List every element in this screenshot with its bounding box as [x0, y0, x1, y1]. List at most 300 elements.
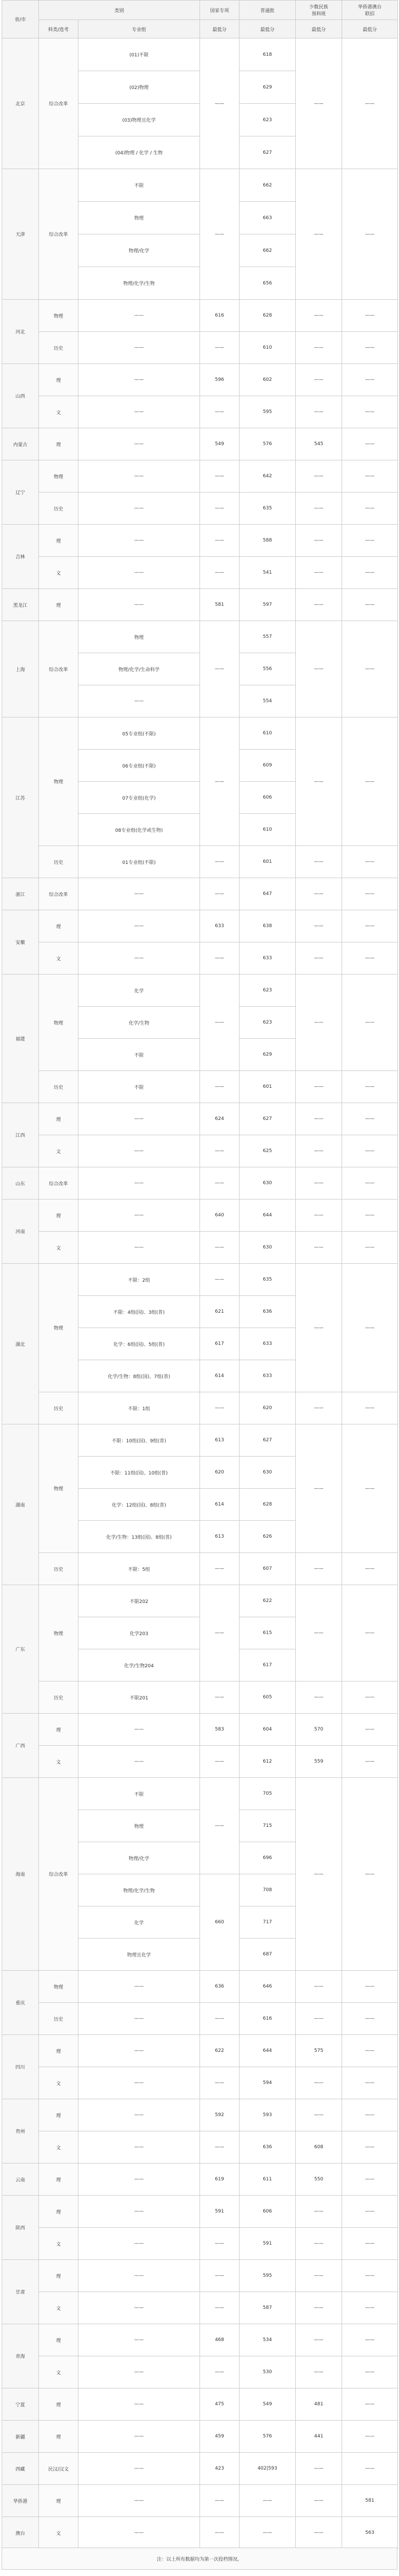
national-cell: ——	[200, 2517, 240, 2549]
regular-cell: 662	[240, 169, 296, 202]
table-row	[2, 493, 398, 525]
table-row	[2, 878, 398, 910]
minority-cell: ——	[296, 2324, 342, 2356]
national-cell: 423	[200, 2453, 240, 2485]
track-cell: 历史	[39, 332, 78, 364]
table-row	[2, 1585, 398, 1617]
group-cell: ——	[78, 2356, 200, 2388]
group-cell: ——	[78, 332, 200, 364]
table-row	[2, 589, 398, 621]
national-cell: ——	[200, 1264, 240, 1296]
province-cell: 内蒙古	[2, 428, 39, 460]
hmt-cell: ——	[342, 169, 398, 300]
group-cell: 不限：5组	[78, 1553, 200, 1585]
province-cell: 青海	[2, 2324, 39, 2388]
table-row	[2, 38, 398, 71]
national-cell: ——	[200, 493, 240, 525]
group-cell: ——	[78, 589, 200, 621]
table-row	[2, 1167, 398, 1199]
hmt-cell: ——	[342, 1746, 398, 1778]
hmt-cell: ——	[342, 2228, 398, 2260]
group-cell: 化学203	[78, 1617, 200, 1649]
province-cell: 西藏	[2, 2453, 39, 2485]
regular-cell: 556	[240, 653, 296, 685]
table-header	[2, 1, 398, 38]
national-cell: 640	[200, 1199, 240, 1232]
regular-cell: 534	[240, 2324, 296, 2356]
group-cell: 物理	[78, 1810, 200, 1842]
hmt-cell: 581	[342, 2485, 398, 2517]
regular-cell: 628	[240, 300, 296, 332]
group-cell: ——	[78, 2196, 200, 2228]
table-row	[2, 460, 398, 493]
group-cell: 物理	[78, 621, 200, 653]
group-cell: ——	[78, 1971, 200, 2003]
regular-cell: 627	[240, 1424, 296, 1457]
track-cell: 理	[39, 2260, 78, 2292]
minority-cell: 570	[296, 1714, 342, 1746]
group-cell: 物理/化学/生物	[78, 267, 200, 300]
group-cell: 06专业组(不限)	[78, 750, 200, 782]
national-cell: 591	[200, 2196, 240, 2228]
national-cell: ——	[200, 942, 240, 975]
minority-cell: ——	[296, 1071, 342, 1103]
province-cell: 湖南	[2, 1424, 39, 1585]
regular-cell: 642	[240, 460, 296, 493]
track-cell: 理	[39, 589, 78, 621]
hmt-cell: ——	[342, 1167, 398, 1199]
national-cell: 620	[200, 1457, 240, 1489]
group-cell: 化学/生物：13组(国)、8组(普)	[78, 1521, 200, 1553]
national-cell: ——	[200, 460, 240, 493]
regular-cell: 638	[240, 910, 296, 942]
header-min-score: 最低分	[342, 20, 398, 38]
minority-cell: ——	[296, 2453, 342, 2485]
minority-cell: ——	[296, 2260, 342, 2292]
hmt-cell: ——	[342, 1135, 398, 1167]
regular-cell: 687	[240, 1939, 296, 1971]
regular-cell: 591	[240, 2228, 296, 2260]
minority-cell: ——	[296, 364, 342, 396]
province-cell: 甘肃	[2, 2260, 39, 2324]
group-cell: ——	[78, 493, 200, 525]
group-cell: (01)不限	[78, 38, 200, 71]
hmt-cell: ——	[342, 1553, 398, 1585]
national-cell: 660	[200, 1874, 240, 1971]
track-cell: 综合改革	[39, 1167, 78, 1199]
hmt-cell: ——	[342, 2035, 398, 2067]
group-cell: ——	[78, 2453, 200, 2485]
hmt-cell: ——	[342, 1778, 398, 1971]
regular-cell: 601	[240, 846, 296, 878]
track-cell: 文	[39, 2131, 78, 2164]
minority-cell: ——	[296, 846, 342, 878]
group-cell: ——	[78, 942, 200, 975]
regular-cell: 601	[240, 1071, 296, 1103]
table-row	[2, 2003, 398, 2035]
track-cell: 物理	[39, 460, 78, 493]
regular-cell: 615	[240, 1617, 296, 1649]
national-cell: 633	[200, 910, 240, 942]
table-row	[2, 1071, 398, 1103]
minority-cell: ——	[296, 1682, 342, 1714]
regular-cell: 625	[240, 1135, 296, 1167]
group-cell: ——	[78, 2388, 200, 2421]
hmt-cell: ——	[342, 717, 398, 846]
table-row	[2, 2131, 398, 2164]
national-cell: ——	[200, 169, 240, 300]
group-cell: ——	[78, 2485, 200, 2517]
group-cell: ——	[78, 2324, 200, 2356]
group-cell: 不限201	[78, 1682, 200, 1714]
province-cell: 华侨港	[2, 2485, 39, 2517]
header-minority: 少数民族 预科班	[296, 1, 342, 20]
province-cell: 广西	[2, 1714, 39, 1778]
header-track: 科类/选考	[39, 20, 78, 38]
group-cell: ——	[78, 2421, 200, 2453]
minority-cell: ——	[296, 332, 342, 364]
group-cell: 化学：6组(国)、5组(普)	[78, 1328, 200, 1360]
header-category: 类别	[39, 1, 200, 20]
group-cell: 01专业组(不限)	[78, 846, 200, 878]
regular-cell: 402|593	[240, 2453, 296, 2485]
hmt-cell: ——	[342, 1232, 398, 1264]
hmt-cell: ——	[342, 2292, 398, 2324]
regular-cell: 633	[240, 1360, 296, 1392]
minority-cell: ——	[296, 2099, 342, 2131]
regular-cell: 617	[240, 1649, 296, 1682]
group-cell: ——	[78, 2292, 200, 2324]
province-cell: 江西	[2, 1103, 39, 1167]
table-row	[2, 975, 398, 1007]
regular-cell: 602	[240, 364, 296, 396]
minority-cell: ——	[296, 1553, 342, 1585]
minority-cell: ——	[296, 169, 342, 300]
group-cell: 物理	[78, 202, 200, 234]
group-cell: 07专业组(化学)	[78, 782, 200, 814]
regular-cell: ——	[240, 2485, 296, 2517]
minority-cell: ——	[296, 2356, 342, 2388]
table-row	[2, 300, 398, 332]
group-cell: (02)物理	[78, 71, 200, 104]
group-cell: 不限	[78, 1071, 200, 1103]
national-cell: ——	[200, 2067, 240, 2099]
province-cell: 新疆	[2, 2421, 39, 2453]
regular-cell: 663	[240, 202, 296, 234]
hmt-cell: ——	[342, 2131, 398, 2164]
national-cell: ——	[200, 1071, 240, 1103]
regular-cell: 588	[240, 525, 296, 557]
regular-cell: 629	[240, 1039, 296, 1071]
group-cell: (03)物理且化学	[78, 104, 200, 136]
minority-cell: ——	[296, 493, 342, 525]
regular-cell: 594	[240, 2067, 296, 2099]
track-cell: 理	[39, 2099, 78, 2131]
group-cell: 05专业组(不限)	[78, 717, 200, 750]
hmt-cell: 563	[342, 2517, 398, 2549]
table-row	[2, 396, 398, 428]
regular-cell: 549	[240, 2388, 296, 2421]
group-cell: ——	[78, 1167, 200, 1199]
track-cell: 历史	[39, 846, 78, 878]
track-cell: 理	[39, 2485, 78, 2517]
group-cell: 物理且化学	[78, 1939, 200, 1971]
track-cell: 文	[39, 1232, 78, 1264]
track-cell: 综合改革	[39, 878, 78, 910]
header-hmt: 华侨港澳台 联招	[342, 1, 398, 20]
minority-cell: ——	[296, 2003, 342, 2035]
track-cell: 历史	[39, 493, 78, 525]
minority-cell: ——	[296, 1778, 342, 1971]
track-cell: 历史	[39, 2003, 78, 2035]
national-cell: 614	[200, 1360, 240, 1392]
regular-cell: 610	[240, 814, 296, 846]
hmt-cell: ——	[342, 621, 398, 717]
minority-cell: ——	[296, 878, 342, 910]
group-cell: ——	[78, 1714, 200, 1746]
national-cell: 468	[200, 2324, 240, 2356]
national-cell: 624	[200, 1103, 240, 1135]
group-cell: ——	[78, 300, 200, 332]
group-cell: 08专业组(化学或生物)	[78, 814, 200, 846]
national-cell: ——	[200, 396, 240, 428]
hmt-cell: ——	[342, 1103, 398, 1135]
regular-cell: 708	[240, 1874, 296, 1906]
minority-cell: ——	[296, 1392, 342, 1424]
group-cell: ——	[78, 557, 200, 589]
hmt-cell: ——	[342, 2388, 398, 2421]
minority-cell: ——	[296, 1135, 342, 1167]
national-cell: ——	[200, 2003, 240, 2035]
national-cell: ——	[200, 1553, 240, 1585]
track-cell: 物理	[39, 1971, 78, 2003]
group-cell: 化学/生物	[78, 1007, 200, 1039]
track-cell: 物理	[39, 717, 78, 846]
minority-cell: ——	[296, 525, 342, 557]
table-row	[2, 2517, 398, 2549]
minority-cell: ——	[296, 1264, 342, 1392]
minority-cell: 550	[296, 2164, 342, 2196]
province-cell: 山东	[2, 1167, 39, 1199]
group-cell: ——	[78, 685, 200, 717]
track-cell: 理	[39, 2421, 78, 2453]
regular-cell: 557	[240, 621, 296, 653]
track-cell: 理	[39, 364, 78, 396]
track-cell: 文	[39, 2517, 78, 2549]
hmt-cell: ——	[342, 878, 398, 910]
national-cell: ——	[200, 38, 240, 169]
minority-cell: ——	[296, 2517, 342, 2549]
national-cell: ——	[200, 1682, 240, 1714]
header-national: 国家专项	[200, 1, 240, 20]
track-cell: 文	[39, 1746, 78, 1778]
national-cell: ——	[200, 1232, 240, 1264]
regular-cell: 635	[240, 493, 296, 525]
minority-cell: 608	[296, 2131, 342, 2164]
national-cell: 581	[200, 589, 240, 621]
group-cell: 物理/化学/生物	[78, 1874, 200, 1906]
regular-cell: 630	[240, 1167, 296, 1199]
regular-cell: 628	[240, 1489, 296, 1521]
regular-cell: 618	[240, 38, 296, 71]
national-cell: 619	[200, 2164, 240, 2196]
track-cell: 理	[39, 1103, 78, 1135]
group-cell: ——	[78, 2131, 200, 2164]
national-cell: 614	[200, 1489, 240, 1521]
table-row	[2, 525, 398, 557]
province-cell: 海南	[2, 1778, 39, 1971]
province-cell: 辽宁	[2, 460, 39, 525]
regular-cell: 541	[240, 557, 296, 589]
province-cell: 吉林	[2, 525, 39, 589]
track-cell: 历史	[39, 1682, 78, 1714]
minority-cell: ——	[296, 460, 342, 493]
group-cell: 不限	[78, 169, 200, 202]
hmt-cell: ——	[342, 1264, 398, 1392]
group-cell: ——	[78, 910, 200, 942]
group-cell: 物理/化学/生命科学	[78, 653, 200, 685]
hmt-cell: ——	[342, 557, 398, 589]
group-cell: 不限：10组(国)、9组(普)	[78, 1424, 200, 1457]
minority-cell: ——	[296, 1199, 342, 1232]
national-cell: 621	[200, 1296, 240, 1328]
track-cell: 历史	[39, 1392, 78, 1424]
regular-cell: 647	[240, 878, 296, 910]
regular-cell: 636	[240, 1296, 296, 1328]
group-cell: ——	[78, 460, 200, 493]
table-row	[2, 1424, 398, 1457]
table-row	[2, 2453, 398, 2485]
regular-cell: 633	[240, 942, 296, 975]
table-row	[2, 942, 398, 975]
national-cell: ——	[200, 846, 240, 878]
national-cell: 459	[200, 2421, 240, 2453]
minority-cell: ——	[296, 1103, 342, 1135]
minority-cell: ——	[296, 589, 342, 621]
table-row	[2, 428, 398, 460]
hmt-cell: ——	[342, 1392, 398, 1424]
track-cell: 历史	[39, 1553, 78, 1585]
table-row	[2, 1264, 398, 1296]
regular-cell: 630	[240, 1232, 296, 1264]
table-row	[2, 1682, 398, 1714]
regular-cell: 576	[240, 2421, 296, 2453]
national-cell: 617	[200, 1328, 240, 1360]
table-row	[2, 2356, 398, 2388]
regular-cell: 607	[240, 1553, 296, 1585]
national-cell: ——	[200, 975, 240, 1071]
hmt-cell: ——	[342, 975, 398, 1071]
header-min-score: 最低分	[240, 20, 296, 38]
regular-cell: 630	[240, 1457, 296, 1489]
hmt-cell: ——	[342, 2099, 398, 2131]
province-cell: 湖北	[2, 1264, 39, 1424]
hmt-cell: ——	[342, 1199, 398, 1232]
group-cell: ——	[78, 1135, 200, 1167]
hmt-cell: ——	[342, 589, 398, 621]
regular-cell: 593	[240, 2099, 296, 2131]
province-cell: 黑龙江	[2, 589, 39, 621]
province-cell: 江苏	[2, 717, 39, 878]
hmt-cell: ——	[342, 493, 398, 525]
table-row	[2, 1971, 398, 2003]
national-cell: ——	[200, 2228, 240, 2260]
group-cell: 物理/化学	[78, 1842, 200, 1874]
regular-cell: 636	[240, 2131, 296, 2164]
group-cell: 不限：11组(国)、10组(普)	[78, 1457, 200, 1489]
national-cell: ——	[200, 557, 240, 589]
national-cell: ——	[200, 2356, 240, 2388]
hmt-cell: ——	[342, 1714, 398, 1746]
hmt-cell: ——	[342, 1585, 398, 1682]
table-row	[2, 1199, 398, 1232]
group-cell: 化学	[78, 975, 200, 1007]
track-cell: 历史	[39, 1071, 78, 1103]
track-cell: 物理	[39, 1264, 78, 1392]
hmt-cell: ——	[342, 525, 398, 557]
province-cell: 福建	[2, 975, 39, 1103]
header-major-group: 专业组	[78, 20, 200, 38]
province-cell: 云南	[2, 2164, 39, 2196]
track-cell: 理	[39, 2196, 78, 2228]
national-cell: ——	[200, 525, 240, 557]
table-row	[2, 2260, 398, 2292]
minority-cell: ——	[296, 2485, 342, 2517]
hmt-cell: ——	[342, 332, 398, 364]
hmt-cell: ——	[342, 364, 398, 396]
track-cell: 民汉/汉文	[39, 2453, 78, 2485]
national-cell: 622	[200, 2035, 240, 2067]
track-cell: 理	[39, 1714, 78, 1746]
regular-cell: 610	[240, 717, 296, 750]
track-cell: 理	[39, 1199, 78, 1232]
minority-cell: ——	[296, 1167, 342, 1199]
hmt-cell: ——	[342, 2164, 398, 2196]
track-cell: 理	[39, 428, 78, 460]
group-cell: 不限：1组	[78, 1392, 200, 1424]
minority-cell: ——	[296, 2196, 342, 2228]
regular-cell: 715	[240, 1810, 296, 1842]
group-cell: ——	[78, 2164, 200, 2196]
minority-cell: ——	[296, 1971, 342, 2003]
admission-score-table	[2, 0, 398, 2549]
group-cell: ——	[78, 428, 200, 460]
hmt-cell: ——	[342, 846, 398, 878]
province-cell: 广东	[2, 1585, 39, 1714]
regular-cell: 604	[240, 1714, 296, 1746]
minority-cell: ——	[296, 1424, 342, 1553]
province-cell: 澳台	[2, 2517, 39, 2549]
minority-cell: ——	[296, 557, 342, 589]
table-row	[2, 169, 398, 202]
table-row	[2, 332, 398, 364]
national-cell: 613	[200, 1521, 240, 1553]
table-row	[2, 910, 398, 942]
hmt-cell: ——	[342, 300, 398, 332]
regular-cell: 633	[240, 1328, 296, 1360]
track-cell: 文	[39, 942, 78, 975]
national-cell: 613	[200, 1424, 240, 1457]
regular-cell: 595	[240, 2260, 296, 2292]
regular-cell: 595	[240, 396, 296, 428]
regular-cell: 620	[240, 1392, 296, 1424]
track-cell: 物理	[39, 1585, 78, 1682]
province-cell: 北京	[2, 38, 39, 169]
minority-cell: 441	[296, 2421, 342, 2453]
province-cell: 四川	[2, 2035, 39, 2099]
national-cell: 592	[200, 2099, 240, 2131]
table-row	[2, 1778, 398, 1810]
